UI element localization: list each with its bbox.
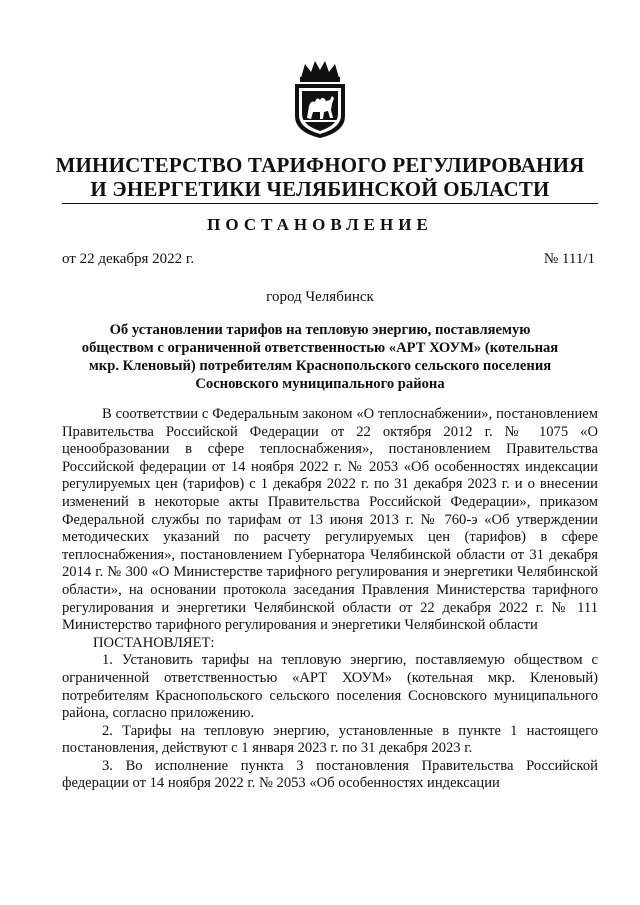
ministry-title (40, 153, 600, 201)
ministry-title-line-1: МИНИСТЕРСТВО ТАРИФНОГО РЕГУЛИРОВАНИЯ (55, 153, 585, 177)
ministry-title-line-2: И ЭНЕРГЕТИКИ ЧЕЛЯБИНСКОЙ ОБЛАСТИ (90, 177, 550, 201)
document-subject: Об установлении тарифов на тепловую энергию, поставляемую обществом с ограниченной ответственностью «АРТ ХОУМ» (котельная мкр. Кленовый) потребителям Краснопольского сельского поселения Сосновского муниципального района (81, 322, 559, 392)
item-3-paragraph: 3. Во исполнение пункта 3 постановления Правительства Российской федерации от 14 ноября 2022 г. № 2053 «Об особенностях индексации (62, 757, 598, 792)
decides-heading: ПОСТАНОВЛЯЕТ: (93, 634, 215, 651)
item-1-paragraph: 1. Установить тарифы на тепловую энергию, поставляемую обществом с ограниченной ответственностью «АРТ ХОУМ» (котельная мкр. Кленовый) потребителям Краснопольского сельского поселения Сосновского муниципального района, согласно приложению. (62, 652, 598, 722)
coat-of-arms-icon (289, 58, 351, 140)
document-number: № 111/1 (543, 251, 595, 267)
document-city: город Челябинск (266, 289, 374, 305)
header-divider (62, 203, 598, 204)
document-date: от 22 декабря 2022 г. (62, 251, 195, 267)
item-2-paragraph: 2. Тарифы на тепловую энергию, установленные в пункте 1 настоящего постановления, действуют с 1 января 2023 г. по 31 декабря 2023 г. (62, 722, 598, 757)
document-type: ПОСТАНОВЛЕНИЕ (207, 215, 433, 234)
preamble-paragraph: В соответствии с Федеральным законом «О теплоснабжении», постановлением Правительства Российской Федерации от 22 октября 2012 г. № 1075 «О ценообразовании в сфере теплоснабжения», постановлением Правительства Российской федерации от 14 ноября 2022 г. № 2053 «Об особенностях индексации регулируемых цен (тарифов) с 1 декабря 2022 г. по 31 декабря 2023 г. и о внесении изменений в некоторые акты Правительства Российской Федерации», приказом Федеральной службы по тарифам от 13 июня 2013 г. № 760-э «Об утверждении методических указаний по расчету регулируемых цен (тарифов) в сфере теплоснабжения», постановлением Губернатора Челябинской области от 31 декабря 2014 г. № 300 «О Министерстве тарифного регулирования и энергетики Челябинской области», на основании протокола заседания Правления Министерства тарифного регулирования и энергетики Челябинской области от 22 декабря 2022 г. № 111 Министерство тарифного регулирования и энергетики Челябинской области (62, 406, 598, 634)
document-body (62, 406, 598, 793)
